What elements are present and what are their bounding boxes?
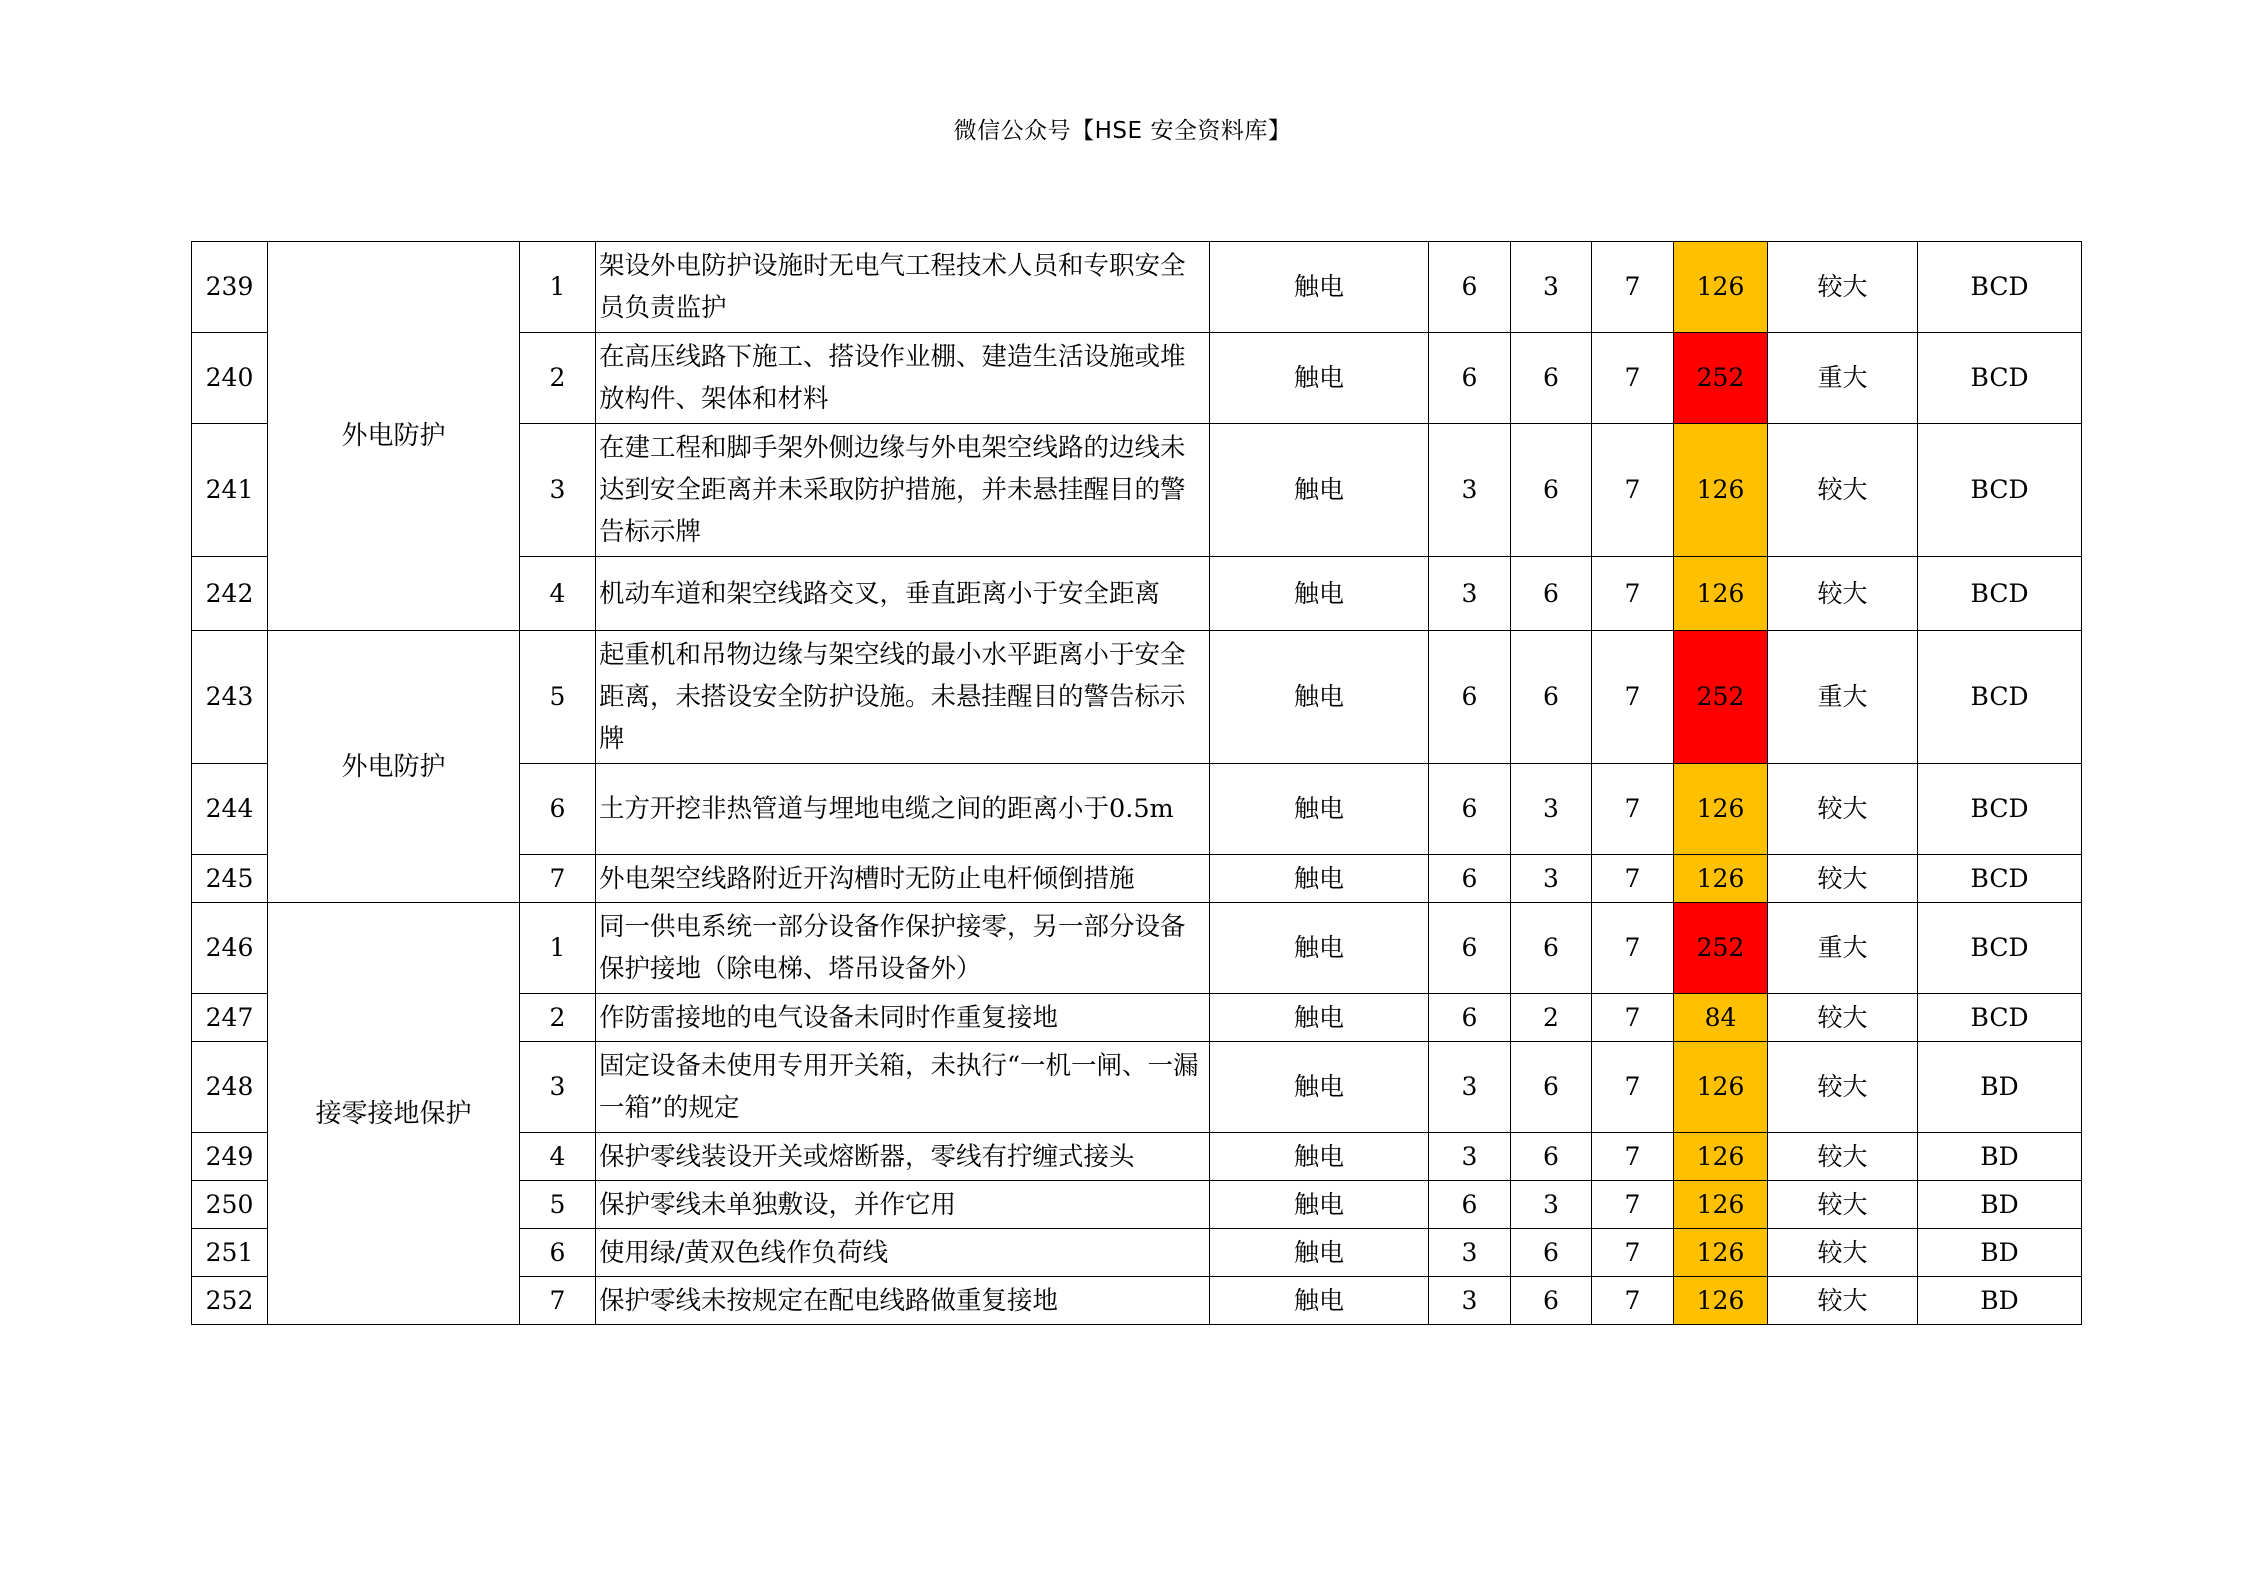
accident-type-cell: 触电 [1210, 1133, 1429, 1181]
row-id-cell: 250 [192, 1181, 268, 1229]
sequence-cell: 6 [520, 1229, 596, 1277]
exposure-e-cell: 6 [1511, 903, 1592, 994]
row-id-cell: 252 [192, 1277, 268, 1325]
row-id-cell: 239 [192, 242, 268, 333]
risk-score-d-cell: 126 [1674, 855, 1768, 903]
hazard-description-cell: 固定设备未使用专用开关箱，未执行“一机一闸、一漏一箱”的规定 [596, 1042, 1210, 1133]
consequence-c-cell: 7 [1592, 994, 1674, 1042]
consequence-c-cell: 7 [1592, 1229, 1674, 1277]
hazard-description-cell: 外电架空线路附近开沟槽时无防止电杆倾倒措施 [596, 855, 1210, 903]
hazard-description-cell: 保护零线未按规定在配电线路做重复接地 [596, 1277, 1210, 1325]
control-measures-cell: BCD [1918, 855, 2082, 903]
sequence-cell: 1 [520, 242, 596, 333]
accident-type-cell: 触电 [1210, 994, 1429, 1042]
consequence-c-cell: 7 [1592, 1181, 1674, 1229]
control-measures-cell: BD [1918, 1181, 2082, 1229]
consequence-c-cell: 7 [1592, 242, 1674, 333]
likelihood-l-cell: 3 [1429, 1277, 1511, 1325]
accident-type-cell: 触电 [1210, 764, 1429, 855]
likelihood-l-cell: 6 [1429, 333, 1511, 424]
likelihood-l-cell: 3 [1429, 1042, 1511, 1133]
risk-level-cell: 较大 [1768, 557, 1918, 631]
control-measures-cell: BCD [1918, 242, 2082, 333]
sequence-cell: 3 [520, 1042, 596, 1133]
risk-level-cell: 较大 [1768, 1042, 1918, 1133]
accident-type-cell: 触电 [1210, 242, 1429, 333]
risk-score-d-cell: 252 [1674, 333, 1768, 424]
likelihood-l-cell: 6 [1429, 855, 1511, 903]
exposure-e-cell: 3 [1511, 855, 1592, 903]
sequence-cell: 4 [520, 557, 596, 631]
consequence-c-cell: 7 [1592, 333, 1674, 424]
control-measures-cell: BCD [1918, 557, 2082, 631]
risk-level-cell: 较大 [1768, 242, 1918, 333]
hazard-table [191, 241, 2082, 1325]
control-measures-cell: BCD [1918, 424, 2082, 557]
hazard-description-cell: 保护零线未单独敷设，并作它用 [596, 1181, 1210, 1229]
exposure-e-cell: 3 [1511, 1181, 1592, 1229]
risk-score-d-cell: 126 [1674, 764, 1768, 855]
risk-score-d-cell: 126 [1674, 424, 1768, 557]
sequence-cell: 5 [520, 1181, 596, 1229]
row-id-cell: 248 [192, 1042, 268, 1133]
exposure-e-cell: 2 [1511, 994, 1592, 1042]
risk-level-cell: 重大 [1768, 333, 1918, 424]
control-measures-cell: BCD [1918, 903, 2082, 994]
accident-type-cell: 触电 [1210, 631, 1429, 764]
accident-type-cell: 触电 [1210, 903, 1429, 994]
consequence-c-cell: 7 [1592, 1042, 1674, 1133]
likelihood-l-cell: 3 [1429, 424, 1511, 557]
row-id-cell: 244 [192, 764, 268, 855]
table-row [192, 903, 2082, 994]
risk-level-cell: 较大 [1768, 1229, 1918, 1277]
likelihood-l-cell: 6 [1429, 903, 1511, 994]
risk-score-d-cell: 126 [1674, 242, 1768, 333]
risk-level-cell: 较大 [1768, 764, 1918, 855]
risk-score-d-cell: 252 [1674, 631, 1768, 764]
risk-score-d-cell: 126 [1674, 1229, 1768, 1277]
exposure-e-cell: 3 [1511, 764, 1592, 855]
risk-level-cell: 较大 [1768, 855, 1918, 903]
exposure-e-cell: 6 [1511, 1133, 1592, 1181]
exposure-e-cell: 6 [1511, 1229, 1592, 1277]
accident-type-cell: 触电 [1210, 1181, 1429, 1229]
risk-level-cell: 重大 [1768, 631, 1918, 764]
exposure-e-cell: 6 [1511, 1042, 1592, 1133]
sequence-cell: 4 [520, 1133, 596, 1181]
sequence-cell: 7 [520, 1277, 596, 1325]
risk-level-cell: 重大 [1768, 903, 1918, 994]
risk-level-cell: 较大 [1768, 1181, 1918, 1229]
hazard-description-cell: 作防雷接地的电气设备未同时作重复接地 [596, 994, 1210, 1042]
likelihood-l-cell: 6 [1429, 1181, 1511, 1229]
accident-type-cell: 触电 [1210, 333, 1429, 424]
risk-score-d-cell: 126 [1674, 1277, 1768, 1325]
exposure-e-cell: 6 [1511, 333, 1592, 424]
risk-score-d-cell: 84 [1674, 994, 1768, 1042]
row-id-cell: 245 [192, 855, 268, 903]
likelihood-l-cell: 6 [1429, 631, 1511, 764]
likelihood-l-cell: 6 [1429, 994, 1511, 1042]
consequence-c-cell: 7 [1592, 631, 1674, 764]
exposure-e-cell: 6 [1511, 1277, 1592, 1325]
likelihood-l-cell: 3 [1429, 557, 1511, 631]
consequence-c-cell: 7 [1592, 903, 1674, 994]
hazard-description-cell: 土方开挖非热管道与埋地电缆之间的距离小于0.5m [596, 764, 1210, 855]
exposure-e-cell: 6 [1511, 424, 1592, 557]
hazard-description-cell: 在高压线路下施工、搭设作业棚、建造生活设施或堆放构件、架体和材料 [596, 333, 1210, 424]
row-id-cell: 242 [192, 557, 268, 631]
likelihood-l-cell: 3 [1429, 1133, 1511, 1181]
sequence-cell: 7 [520, 855, 596, 903]
category-cell: 接零接地保护 [268, 903, 520, 1325]
risk-level-cell: 较大 [1768, 1133, 1918, 1181]
hazard-description-cell: 起重机和吊物边缘与架空线的最小水平距离小于安全距离，未搭设安全防护设施。未悬挂醒目的警告标示牌 [596, 631, 1210, 764]
consequence-c-cell: 7 [1592, 1277, 1674, 1325]
accident-type-cell: 触电 [1210, 424, 1429, 557]
sequence-cell: 6 [520, 764, 596, 855]
likelihood-l-cell: 6 [1429, 242, 1511, 333]
exposure-e-cell: 6 [1511, 631, 1592, 764]
accident-type-cell: 触电 [1210, 1277, 1429, 1325]
row-id-cell: 247 [192, 994, 268, 1042]
control-measures-cell: BD [1918, 1042, 2082, 1133]
accident-type-cell: 触电 [1210, 557, 1429, 631]
table-row [192, 631, 2082, 764]
page-header-title: 微信公众号【HSE 安全资料库】 [953, 118, 1292, 144]
hazard-description-cell: 机动车道和架空线路交叉，垂直距离小于安全距离 [596, 557, 1210, 631]
control-measures-cell: BD [1918, 1229, 2082, 1277]
row-id-cell: 240 [192, 333, 268, 424]
row-id-cell: 249 [192, 1133, 268, 1181]
accident-type-cell: 触电 [1210, 1229, 1429, 1277]
risk-level-cell: 较大 [1768, 994, 1918, 1042]
control-measures-cell: BCD [1918, 764, 2082, 855]
sequence-cell: 5 [520, 631, 596, 764]
hazard-description-cell: 架设外电防护设施时无电气工程技术人员和专职安全员负责监护 [596, 242, 1210, 333]
consequence-c-cell: 7 [1592, 855, 1674, 903]
category-cell: 外电防护 [268, 242, 520, 631]
exposure-e-cell: 6 [1511, 557, 1592, 631]
consequence-c-cell: 7 [1592, 1133, 1674, 1181]
category-cell: 外电防护 [268, 631, 520, 903]
risk-score-d-cell: 252 [1674, 903, 1768, 994]
exposure-e-cell: 3 [1511, 242, 1592, 333]
risk-score-d-cell: 126 [1674, 1181, 1768, 1229]
hazard-description-cell: 同一供电系统一部分设备作保护接零，另一部分设备保护接地（除电梯、塔吊设备外） [596, 903, 1210, 994]
likelihood-l-cell: 3 [1429, 1229, 1511, 1277]
row-id-cell: 243 [192, 631, 268, 764]
hazard-description-cell: 在建工程和脚手架外侧边缘与外电架空线路的边线未达到安全距离并未采取防护措施，并未悬挂醒目的警告标示牌 [596, 424, 1210, 557]
row-id-cell: 241 [192, 424, 268, 557]
control-measures-cell: BCD [1918, 994, 2082, 1042]
row-id-cell: 251 [192, 1229, 268, 1277]
table-row [192, 242, 2082, 333]
control-measures-cell: BCD [1918, 333, 2082, 424]
consequence-c-cell: 7 [1592, 764, 1674, 855]
risk-score-d-cell: 126 [1674, 1133, 1768, 1181]
sequence-cell: 2 [520, 994, 596, 1042]
risk-score-d-cell: 126 [1674, 1042, 1768, 1133]
consequence-c-cell: 7 [1592, 557, 1674, 631]
accident-type-cell: 触电 [1210, 1042, 1429, 1133]
accident-type-cell: 触电 [1210, 855, 1429, 903]
row-id-cell: 246 [192, 903, 268, 994]
risk-score-d-cell: 126 [1674, 557, 1768, 631]
risk-level-cell: 较大 [1768, 1277, 1918, 1325]
sequence-cell: 1 [520, 903, 596, 994]
hazard-description-cell: 使用绿/黄双色线作负荷线 [596, 1229, 1210, 1277]
sequence-cell: 3 [520, 424, 596, 557]
control-measures-cell: BD [1918, 1277, 2082, 1325]
table-body [192, 242, 2082, 1325]
consequence-c-cell: 7 [1592, 424, 1674, 557]
risk-level-cell: 较大 [1768, 424, 1918, 557]
control-measures-cell: BD [1918, 1133, 2082, 1181]
likelihood-l-cell: 6 [1429, 764, 1511, 855]
sequence-cell: 2 [520, 333, 596, 424]
control-measures-cell: BCD [1918, 631, 2082, 764]
hazard-description-cell: 保护零线装设开关或熔断器，零线有拧缠式接头 [596, 1133, 1210, 1181]
